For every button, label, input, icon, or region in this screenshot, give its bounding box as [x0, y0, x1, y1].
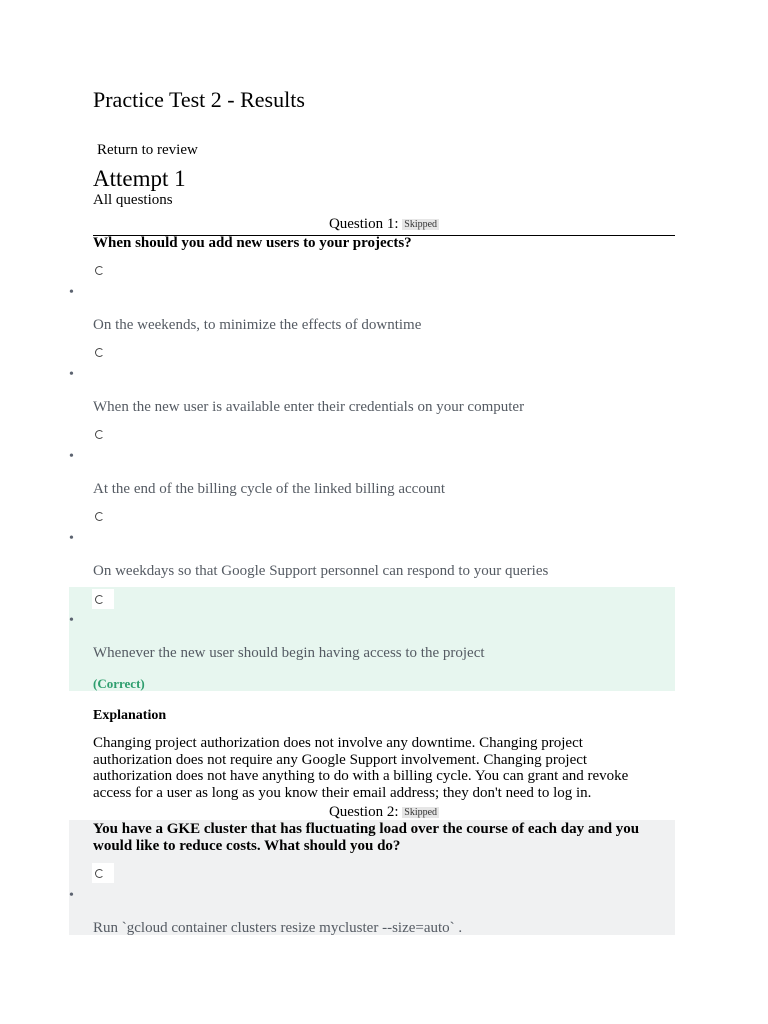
explanation-heading: Explanation — [93, 708, 167, 723]
bullet-icon: • — [69, 888, 74, 903]
question-filter-label: All questions — [93, 192, 173, 208]
option-text: On weekdays so that Google Support personnel can respond to your queries — [93, 563, 549, 579]
correct-label: (Correct) — [93, 676, 145, 691]
attempt-heading: Attempt 1 — [93, 166, 186, 191]
option-text: On the weekends, to minimize the effects of downtime — [93, 317, 422, 333]
radio-button-icon[interactable] — [93, 867, 105, 879]
bullet-icon: • — [69, 449, 74, 464]
radio-button-icon[interactable] — [93, 264, 105, 276]
option-text: Whenever the new user should begin having access to the project — [93, 645, 485, 661]
radio-button-icon[interactable] — [93, 346, 105, 358]
question-1-text: When should you add new users to your projects? — [93, 235, 412, 251]
option-text: Run `gcloud container clusters resize mycluster --size=auto` . — [93, 920, 463, 936]
bullet-icon: • — [69, 531, 74, 546]
bullet-icon: • — [69, 613, 74, 628]
bullet-icon: • — [69, 285, 74, 300]
radio-button-icon[interactable] — [93, 510, 105, 522]
question-number: Question 2: — [328, 804, 403, 820]
question-2-text: You have a GKE cluster that has fluctuating load over the course of each day and you would like to reduce costs. What should you do? — [93, 821, 640, 854]
question-number: Question 1: — [328, 216, 403, 232]
option-text: When the new user is available enter their credentials on your computer — [93, 399, 525, 415]
radio-button-icon[interactable] — [93, 593, 105, 605]
radio-button-box — [92, 589, 114, 609]
return-to-review-link[interactable]: Return to review — [97, 142, 198, 158]
question-1-header — [93, 215, 675, 236]
skipped-badge: Skipped — [404, 807, 438, 818]
bullet-icon: • — [69, 367, 74, 382]
explanation-text: Changing project authorization does not involve any downtime. Changing project authorization does not require any Google Support involvement. Changing project authorization does not have anything to do with a billing cycle. You can grant and revoke access for a user as long as you know their email address; they don't need to log in. — [93, 735, 629, 801]
radio-button-icon[interactable] — [93, 428, 105, 440]
option-text: At the end of the billing cycle of the linked billing account — [93, 481, 445, 497]
page-title: Practice Test 2 - Results — [93, 87, 305, 112]
skipped-badge: Skipped — [404, 219, 438, 230]
radio-button-box — [92, 863, 114, 883]
correct-answer-highlight — [69, 587, 675, 691]
